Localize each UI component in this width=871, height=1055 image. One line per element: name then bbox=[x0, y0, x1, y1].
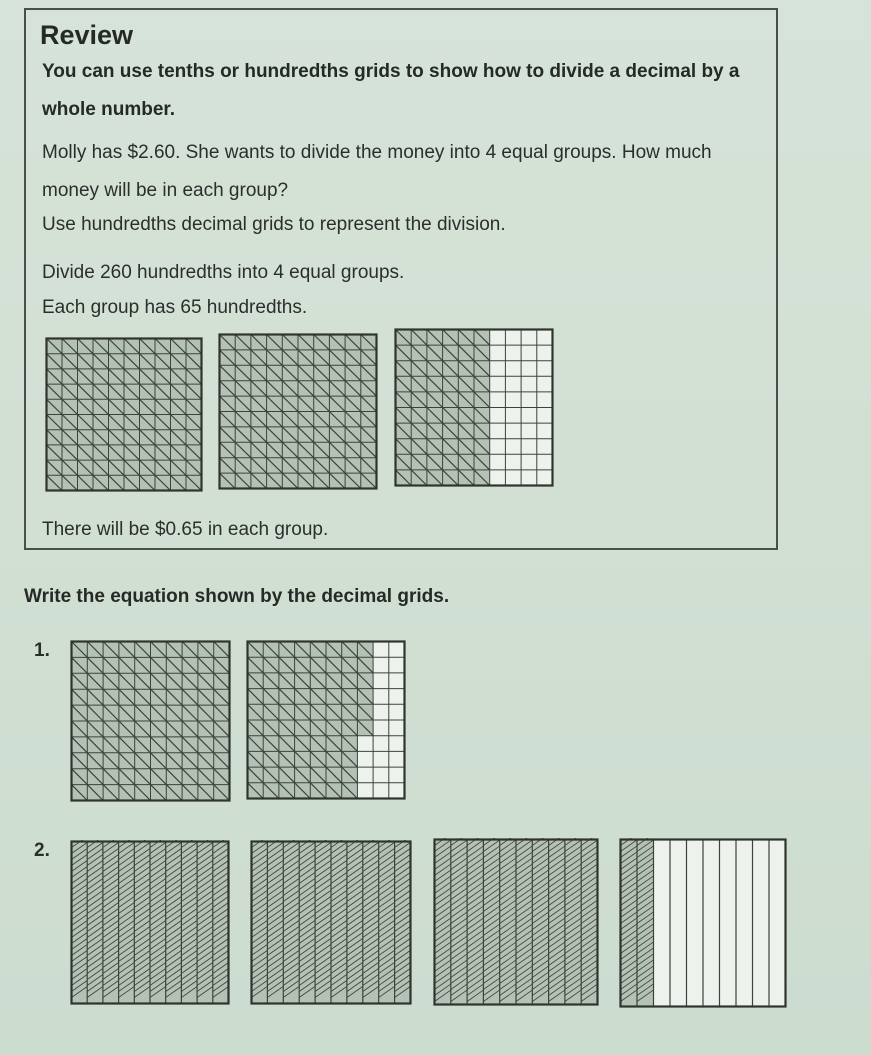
problem-1-number: 1. bbox=[34, 640, 50, 661]
review-step2: Each group has 65 hundredths. bbox=[42, 297, 308, 318]
problem-1-grid-2 bbox=[246, 640, 406, 800]
review-grid-1 bbox=[45, 337, 203, 492]
problem-2-grid-2 bbox=[250, 840, 412, 1005]
review-grid-3 bbox=[394, 328, 554, 487]
review-intro: You can use tenths or hundredths grids to show how to divide a decimal by a whole number. bbox=[42, 61, 740, 120]
problem-1-grid-1 bbox=[70, 640, 231, 802]
problem-2-grid-4 bbox=[619, 838, 787, 1008]
problem-2-grid-3 bbox=[433, 838, 599, 1006]
exercise-heading: Write the equation shown by the decimal grids. bbox=[24, 586, 450, 607]
review-grid-2 bbox=[218, 333, 378, 490]
review-title: Review bbox=[40, 20, 134, 50]
review-conclusion: There will be $0.65 in each group. bbox=[42, 519, 329, 540]
problem-2-number: 2. bbox=[34, 840, 50, 861]
review-step1: Divide 260 hundredths into 4 equal groups. bbox=[42, 262, 405, 283]
review-instruction: Use hundredths decimal grids to represent the division. bbox=[42, 214, 506, 235]
problem-2-grid-1 bbox=[70, 840, 230, 1005]
review-problem: Molly has $2.60. She wants to divide the money into 4 equal groups. How much money will be in each group? bbox=[42, 142, 712, 201]
